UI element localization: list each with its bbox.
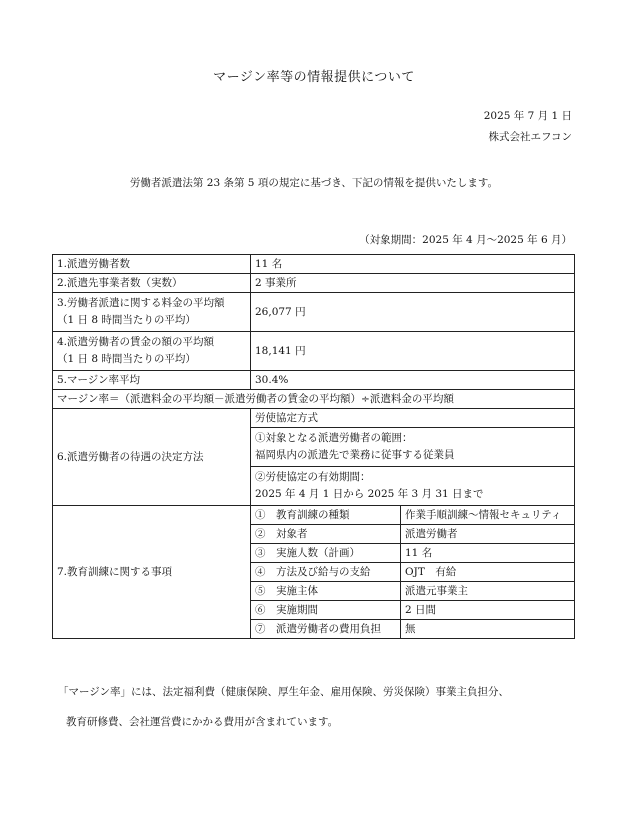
table-row — [53, 274, 575, 293]
row-label-sub: （1 日 8 時間当たりの平均） — [57, 353, 196, 365]
row-label-cell — [53, 332, 251, 371]
row-label-cell — [53, 293, 251, 332]
validity-value: 2025 年 4 月 1 日から 2025 年 3 月 31 日まで — [255, 488, 484, 500]
training-item: ⑤ 実施主体 — [251, 582, 401, 601]
validity-title: ②労使協定の有効期間： — [255, 471, 371, 483]
row-label: 2.派遣先事業者数（実数） — [53, 274, 251, 293]
table-row — [53, 409, 575, 428]
row-value: 26,077 円 — [251, 293, 575, 332]
training-item: ④ 方法及び給与の支給 — [251, 563, 401, 582]
row-value: 18,141 円 — [251, 332, 575, 371]
training-value: 派遣元事業主 — [401, 582, 575, 601]
row-label: 7.教育訓練に関する事項 — [53, 506, 251, 639]
training-value: OJT 有給 — [401, 563, 575, 582]
table-row — [53, 332, 575, 371]
training-row — [53, 506, 575, 525]
footer-note-line-2: 教育研修費、会社運営費にかかる費用が含まれています。 — [66, 716, 339, 728]
formula-row — [53, 390, 575, 409]
row-value: 30.4% — [251, 371, 575, 390]
document-title: マージン率等の情報提供について — [213, 70, 415, 85]
table-row — [53, 255, 575, 274]
target-period: （対象期間：2025 年 4 月～2025 年 6 月） — [359, 234, 572, 246]
row-label: 5.マージン率平均 — [53, 371, 251, 390]
training-value: 派遣労働者 — [401, 525, 575, 544]
row-label-sub: （1 日 8 時間当たりの平均） — [57, 314, 196, 326]
document-date: 2025 年 7 月 1 日 — [483, 110, 572, 122]
decision-method: 労使協定方式 — [251, 409, 575, 428]
training-value: 作業手順訓練～情報セキュリティ — [401, 506, 575, 525]
row-label: 3.労働者派遣に関する料金の平均額 — [57, 297, 225, 309]
training-item: ⑦ 派遣労働者の費用負担 — [251, 620, 401, 639]
scope-cell — [251, 428, 575, 467]
training-item: ⑥ 実施期間 — [251, 601, 401, 620]
scope-value: 福岡県内の派遣先で業務に従事する従業員 — [255, 449, 455, 461]
scope-title: ①対象となる派遣労働者の範囲： — [255, 432, 413, 444]
training-value: 無 — [401, 620, 575, 639]
row-label: 4.派遣労働者の賃金の額の平均額 — [57, 336, 215, 348]
margin-formula: マージン率＝（派遣料金の平均額－派遣労働者の賃金の平均額）÷派遣料金の平均額 — [53, 390, 575, 409]
row-label: 6.派遣労働者の待遇の決定方法 — [53, 409, 251, 506]
row-value: 11 名 — [251, 255, 575, 274]
row-label: 1.派遣労働者数 — [53, 255, 251, 274]
margin-info-table — [52, 254, 575, 639]
footer-note-line-1: 「マージン率」には、法定福利費（健康保険、厚生年金、雇用保険、労災保険）事業主負担分、 — [58, 686, 510, 698]
table-row — [53, 371, 575, 390]
table-row — [53, 293, 575, 332]
intro-text: 労働者派遣法第 23 条第 5 項の規定に基づき、下記の情報を提供いたします。 — [129, 177, 499, 189]
training-item: ② 対象者 — [251, 525, 401, 544]
validity-cell — [251, 467, 575, 506]
training-value: 2 日間 — [401, 601, 575, 620]
row-value: 2 事業所 — [251, 274, 575, 293]
training-item: ① 教育訓練の種類 — [251, 506, 401, 525]
training-value: 11 名 — [401, 544, 575, 563]
training-item: ③ 実施人数（計画） — [251, 544, 401, 563]
company-name: 株式会社エフコン — [488, 131, 572, 143]
